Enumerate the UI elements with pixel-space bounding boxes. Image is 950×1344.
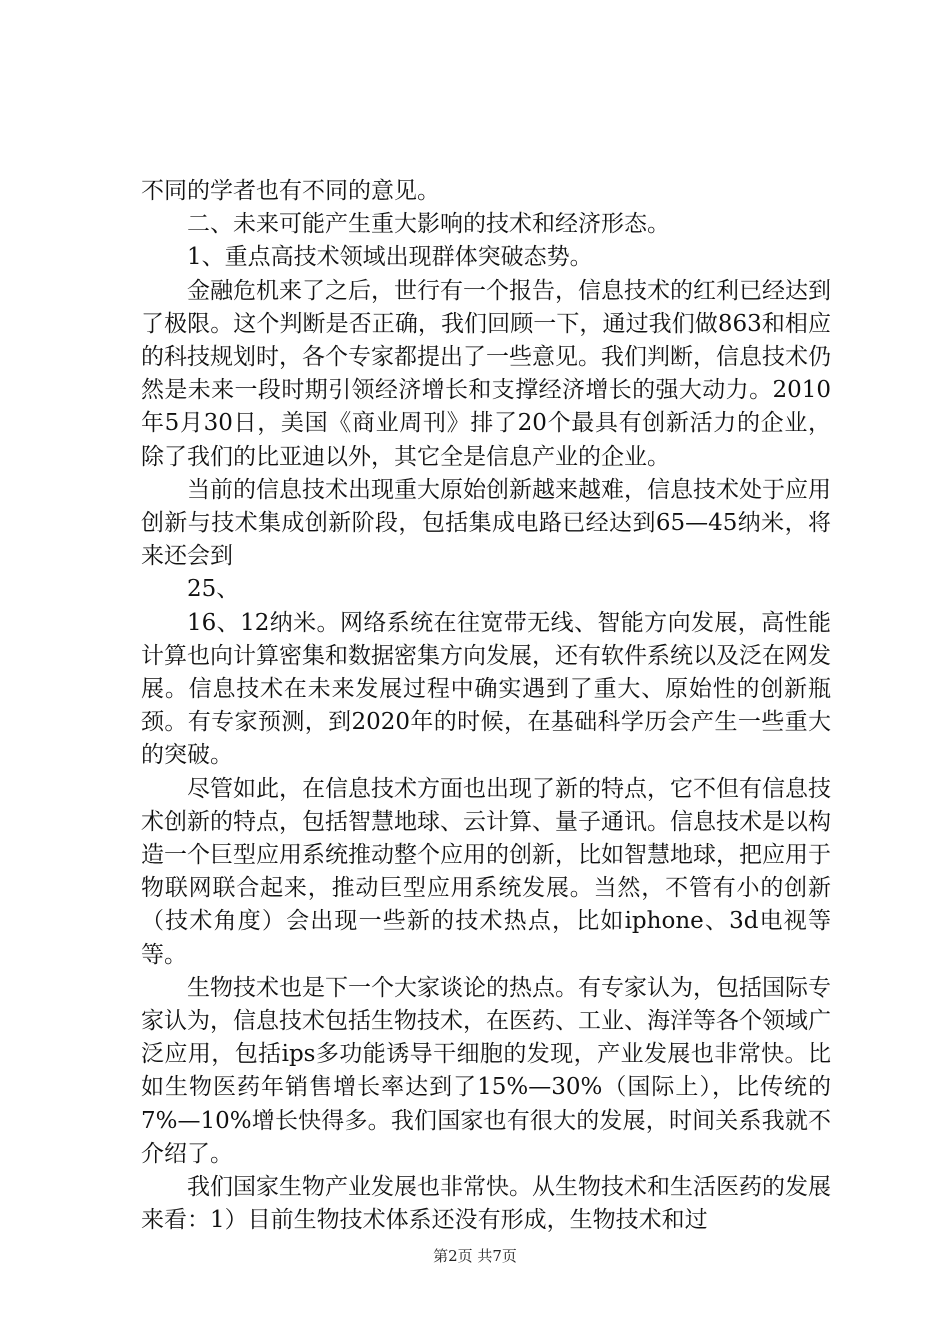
paragraph: 不同的学者也有不同的意见。	[141, 178, 440, 204]
paragraph: 我们国家生物产业发展也非常快。从生物技术和生活医药的发展来看：1）目前生物技术体系还没有形成，生物技术和过	[141, 1174, 831, 1234]
paragraph: 16、12纳米。网络系统在往宽带无线、智能方向发展，高性能计算也向计算密集和数据密集方向发展，还有软件系统以及泛在网发展。信息技术在未来发展过程中确实遇到了重大、原始性的创新瓶颈。有专家预测，到2020年的时候，在基础科学历会产生一些重大的突破。	[141, 609, 831, 769]
paragraph: 金融危机来了之后，世行有一个报告，信息技术的红利已经达到了极限。这个判断是否正确，我们回顾一下，通过我们做863和相应的科技规划时，各个专家都提出了一些意见。我们判断，信息技术仍然是未来一段时期引领经济增长和支撑经济增长的强大动力。2010年5月30日，美国《商业周刊》排了20个最具有创新活力的企业，除了我们的比亚迪以外，其它全是信息产业的企业。	[141, 277, 831, 470]
paragraph: 25、	[187, 576, 240, 603]
subsection-heading: 1、重点高技术领域出现群体突破态势。	[187, 244, 593, 271]
section-heading: 二、未来可能产生重大影响的技术和经济形态。	[187, 211, 670, 238]
page-footer: 第2页 共7页	[433, 1247, 517, 1265]
paragraph: 尽管如此，在信息技术方面也出现了新的特点，它不但有信息技术创新的特点，包括智慧地球、云计算、量子通讯。信息技术是以构造一个巨型应用系统推动整个应用的创新，比如智慧地球，把应用于物联网联合起来，推动巨型应用系统发展。当然，不管有小的创新（技术角度）会出现一些新的技术热点，比如iphone、3d电视等等。	[141, 775, 831, 968]
paragraph: 生物技术也是下一个大家谈论的热点。有专家认为，包括国际专家认为，信息技术包括生物技术，在医药、工业、海洋等各个领域广泛应用，包括ips多功能诱导干细胞的发现，产业发展也非常快。比如生物医药年销售增长率达到了15%—30%（国际上），比传统的7%—10%增长快得多。我们国家也有很大的发展，时间关系我就不介绍了。	[141, 974, 831, 1167]
document-body	[141, 175, 831, 1238]
paragraph: 当前的信息技术出现重大原始创新越来越难，信息技术处于应用创新与技术集成创新阶段，包括集成电路已经达到65—45纳米，将来还会到	[141, 476, 831, 570]
